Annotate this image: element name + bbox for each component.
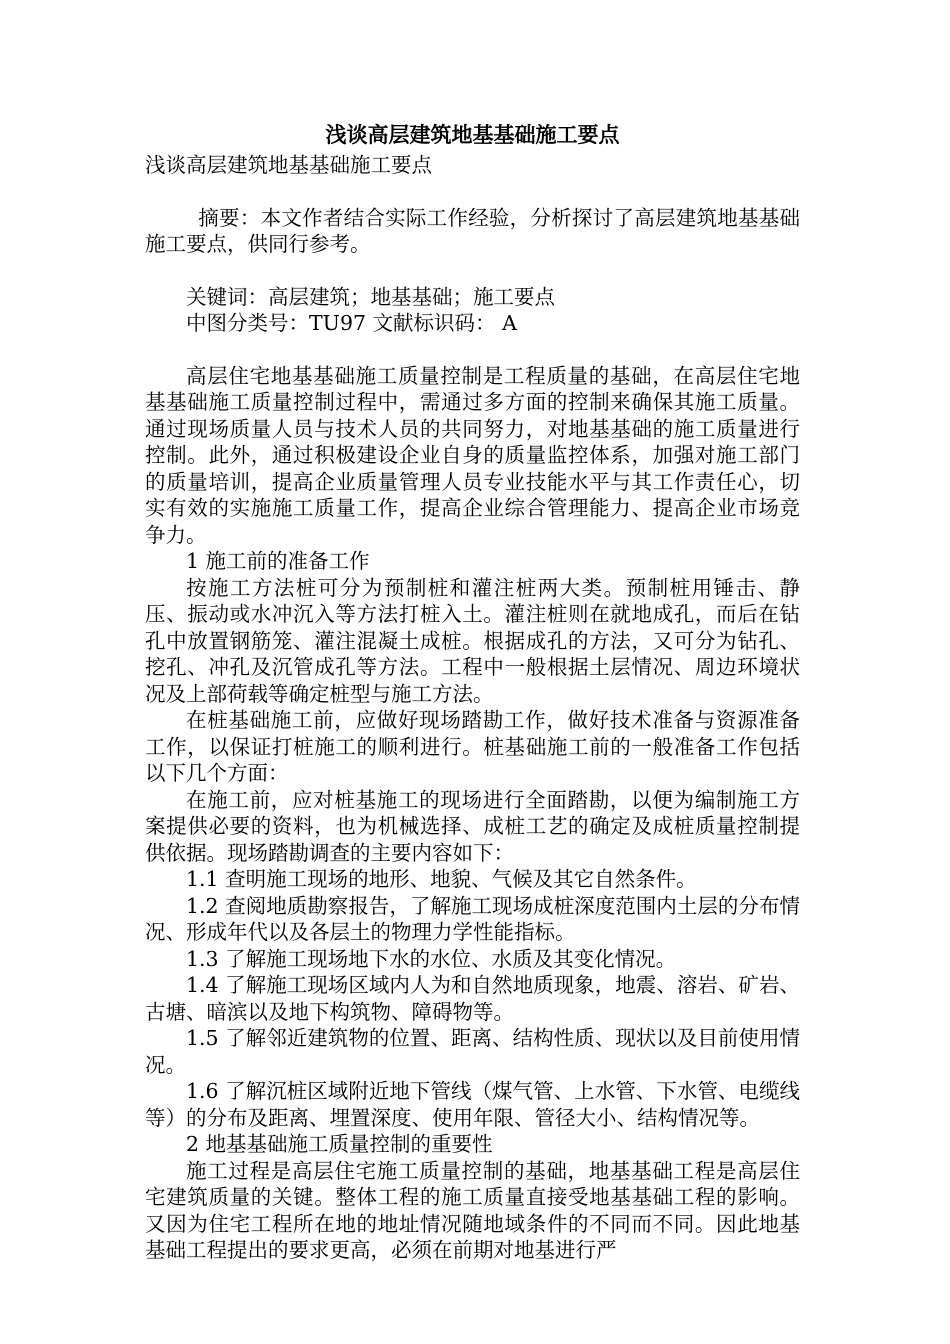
list-item: 1.3 了解施工现场地下水的水位、水质及其变化情况。 xyxy=(186,946,677,971)
section-heading: 2 地基基础施工质量控制的重要性 xyxy=(186,1132,493,1156)
list-item: 1.2 查阅地质勘察报告，了解施工现场成桩深度范围内土层的分布情况、形成年代以及各层土的物理力学性能指标。 xyxy=(145,893,800,944)
body-paragraph: 按施工方法桩可分为预制桩和灌注桩两大类。预制桩用锤击、静压、振动或水冲沉入等方法打桩入土。灌注桩则在就地成孔，而后在钻孔中放置钢筋笼、灌注混凝土成桩。根据成孔的方法，又可分为钻孔、挖孔、冲孔及沉管成孔等方法。工程中一般根据土层情况、周边环境状况及上部荷载等确定桩型与施工方法。 xyxy=(145,575,800,706)
list-item: 1.4 了解施工现场区域内人为和自然地质现象，地震、溶岩、矿岩、古塘、暗滨以及地下构筑物、障碍物等。 xyxy=(145,973,800,1024)
classification-line: 中图分类号：TU97 文献标识码： A xyxy=(186,311,517,335)
list-item: 1.6 了解沉桩区域附近地下管线（煤气管、上水管、下水管、电缆线等）的分布及距离、埋置深度、使用年限、管径大小、结构情况等。 xyxy=(145,1079,800,1130)
abstract-paragraph: 摘要：本文作者结合实际工作经验，分析探讨了高层建筑地基基础施工要点，供同行参考。 xyxy=(145,205,800,256)
list-item: 1.1 查明施工现场的地形、地貌、气候及其它自然条件。 xyxy=(186,867,697,891)
document-page xyxy=(145,118,800,1264)
document-subtitle: 浅谈高层建筑地基基础施工要点 xyxy=(145,153,432,177)
list-item: 1.5 了解邻近建筑物的位置、距离、结构性质、现状以及目前使用情况。 xyxy=(145,1026,800,1077)
body-paragraph: 在桩基础施工前，应做好现场踏勘工作，做好技术准备与资源准备工作，以保证打桩施工的顺利进行。桩基础施工前的一般准备工作包括以下几个方面： xyxy=(145,708,800,785)
body-paragraph: 高层住宅地基基础施工质量控制是工程质量的基础，在高层住宅地基基础施工质量控制过程中，需通过多方面的控制来确保其施工质量。通过现场质量人员与技术人员的共同努力，对地基基础的施工质量进行控制。此外，通过积极建设企业自身的质量监控体系，加强对施工部门的质量培训，提高企业质量管理人员专业技能水平与其工作责任心，切实有效的实施施工质量工作，提高企业综合管理能力、提高企业市场竞争力。 xyxy=(145,363,800,547)
keywords-line: 关键词：高层建筑；地基基础；施工要点 xyxy=(186,284,555,309)
section-heading: 1 施工前的准备工作 xyxy=(186,549,370,573)
body-paragraph: 施工过程是高层住宅施工质量控制的基础，地基基础工程是高层住宅建筑质量的关键。整体工程的施工质量直接受地基基础工程的影响。又因为住宅工程所在地的地址情况随地域条件的不同而不同。因此地基基础工程提出的要求更高，必须在前期对地基进行严 xyxy=(145,1158,800,1262)
body-paragraph: 在施工前，应对桩基施工的现场进行全面踏勘，以便为编制施工方案提供必要的资料，也为机械选择、成桩工艺的确定及成桩质量控制提供依据。现场踏勘调查的主要内容如下： xyxy=(145,787,800,865)
document-title: 浅谈高层建筑地基基础施工要点 xyxy=(325,122,620,147)
